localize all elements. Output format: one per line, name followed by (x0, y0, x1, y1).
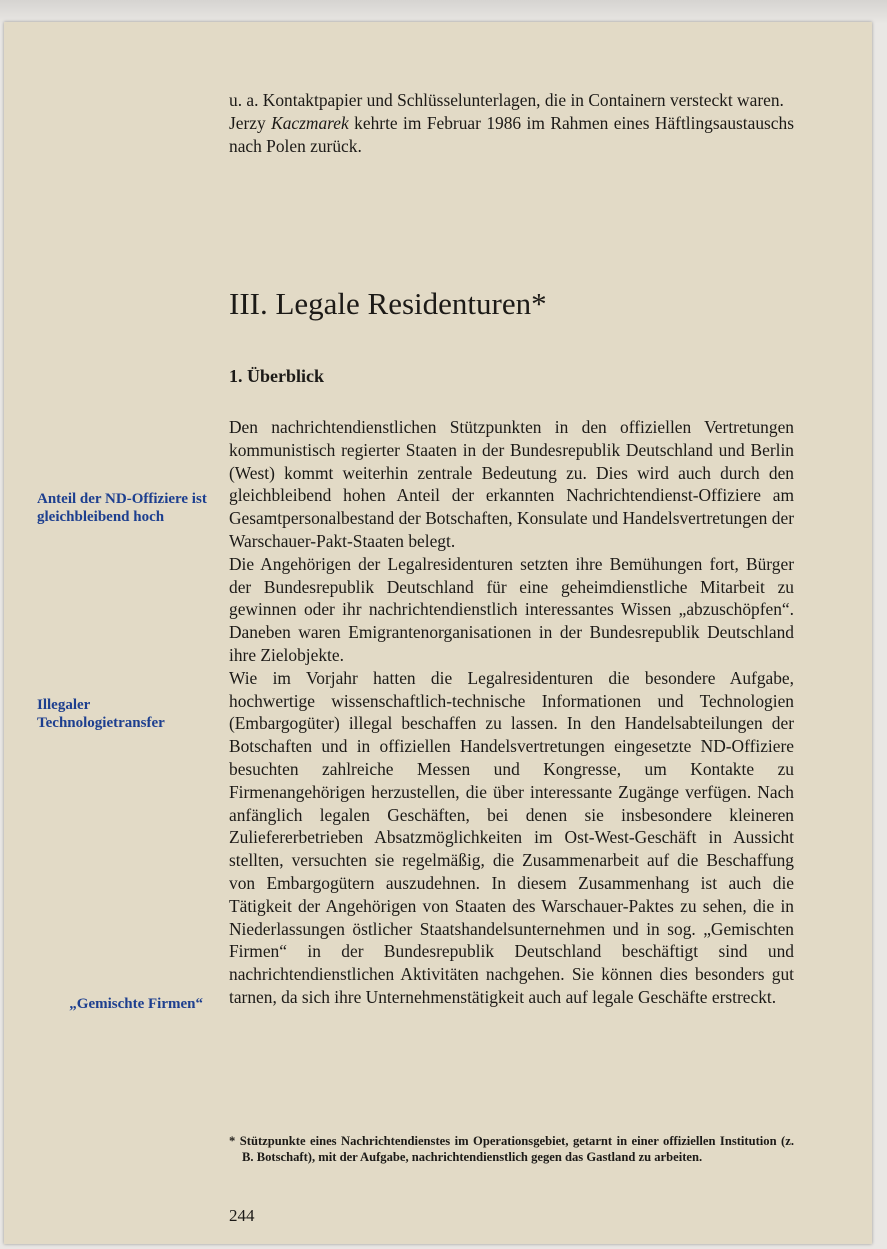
margin-note-technology-transfer: Illegaler Technologietransfer (37, 697, 165, 731)
scan-edge (0, 0, 887, 24)
paragraph-1: Den nachrichtendienstlichen Stützpunkten in den offiziellen Vertretungen kommunistisch regierter Staaten in der Bundesrepublik Deutschland und Berlin (West) kommt weiterhin zentrale Bedeutung zu. Dies wird auch durch den gleichbleibend hohen Anteil der erkannten Nachrichtendienst-Offiziere am Gesamtpersonalbestand der Botschaften, Konsulate und Handelsvertretungen der Warschauer-Pakt-Staaten belegt. (229, 417, 794, 551)
person-name: Kaczmarek (271, 112, 349, 133)
body-text (229, 416, 794, 1009)
chapter-title: III. Legale Residenturen* (229, 286, 547, 321)
footnote: * Stützpunkte eines Nachrichtendienstes im Operationsgebiet, getarnt in einer offiziellen Institution (z. B. Botschaft), mit der Aufgabe, nachrichtendienstlich gegen das Gastland zu arbeiten. (229, 1134, 794, 1164)
page-number: 244 (229, 1206, 255, 1225)
margin-note-nd-officers: Anteil der ND-Offiziere ist gleichbleibend hoch (37, 491, 207, 525)
paragraph-3: Wie im Vorjahr hatten die Legalresidenturen die besondere Aufgabe, hochwertige wissenschaftlich-technische Informationen und Technologien (Embargogüter) illegal beschaffen zu lassen. In den Handelsabteilungen der Botschaften und in offiziellen Handelsvertretungen eingesetzte ND-Offiziere besuchten zahlreiche Messen und Kongresse, um Kontakte zu Firmenangehörigen herzustellen, die über interessante Zugänge verfügen. Nach anfänglich legalen Geschäften, bei denen sie insbesondere kleineren Zuliefererbetrieben Absatzmöglichkeiten im Ost-West-Geschäft in Aussicht stellten, versuchten sie regelmäßig, die Zusammenarbeit auf die Beschaffung von Embargogütern auszudehnen. In diesem Zusammenhang ist auch die Tätigkeit der Angehörigen von Staaten des Warschauer-Paktes zu sehen, die in Niederlassungen östlicher Staatshandelsunternehmen und in sog. „Gemischten Firmen“ in der Bundesrepublik Deutschland beschäftigt sind und nachrichtendienstlichen Aktivitäten nachgehen. Sie können dies besonders gut tarnen, da sich ihre Unternehmenstätigkeit auch auf legale Geschäfte erstreckt. (229, 667, 794, 1007)
section-title: 1. Überblick (229, 366, 325, 386)
intro-line-1: u. a. Kontaktpapier und Schlüsselunterlagen, die in Containern versteckt waren. (229, 90, 784, 110)
paragraph-2: Die Angehörigen der Legalresidenturen setzten ihre Bemühungen fort, Bürger der Bundesrepublik Deutschland für eine geheimdienstliche Mitarbeit zu gewinnen oder ihr nachrichtendienstlich interessantes Wissen „abzuschöpfen“. Daneben waren Emigrantenorganisationen in der Bundesrepublik Deutschland ihre Zielobjekte. (229, 553, 794, 665)
intro-line-2-pre: Jerzy (229, 112, 272, 133)
margin-note-mixed-firms: „Gemischte Firmen“ (69, 996, 203, 1012)
intro-line-2 (229, 112, 794, 158)
intro-text (229, 89, 794, 157)
intro-line-2-post: kehrte im Februar 1986 im Rahmen eines Häftlingsaustauschs nach Polen zurück. (229, 112, 794, 156)
